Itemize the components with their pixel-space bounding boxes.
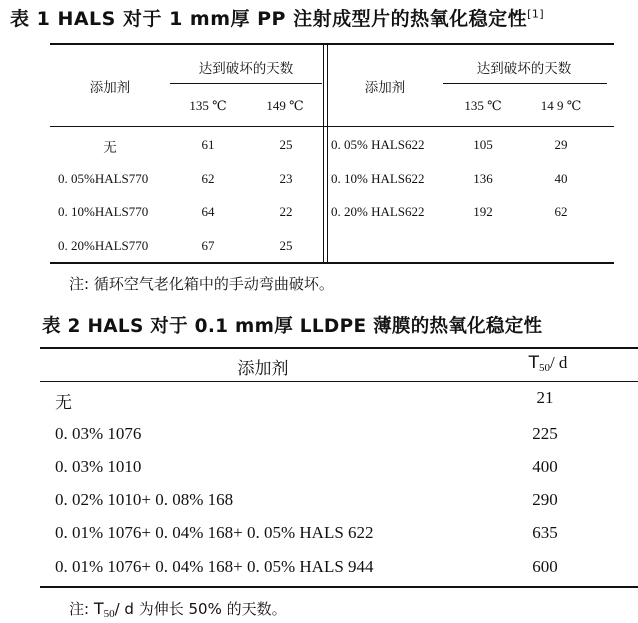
table2-col-t50	[529, 353, 568, 374]
table2-row-3-value: 290	[532, 490, 558, 509]
table1-col-days-right: 达到破坏的天数	[476, 61, 572, 77]
table1-top-rule	[50, 43, 614, 45]
table2-note-symbol: T	[93, 599, 104, 618]
table1-reference: [1]	[527, 7, 545, 21]
table1-left-row-1-additive: 0. 05%HALS770	[58, 171, 149, 186]
table1-right-row-2-additive: 0. 20% HALS622	[331, 204, 425, 219]
table1-note: 注: 循环空气老化箱中的手动弯曲破坏。	[69, 275, 334, 293]
table1-title	[10, 4, 544, 31]
table1-right-row-2-t135: 192	[473, 204, 493, 219]
table1-temp-135-right: 135 ℃	[464, 98, 502, 113]
table2-header-rule	[40, 381, 638, 382]
table1-left-row-0-t149: 25	[279, 137, 293, 152]
table1-right-row-0-t135: 105	[473, 137, 493, 152]
table2-note-prefix: 注:	[69, 600, 94, 618]
table1-left-row-3-additive: 0. 20%HALS770	[58, 238, 149, 253]
table2-note	[69, 598, 287, 620]
table1-temp-149-right: 14 9 ℃	[540, 98, 582, 113]
table1-divider-left	[323, 43, 324, 263]
table2-note-suffix: / d 为伸长 50% 的天数。	[114, 600, 287, 618]
table1-left-row-3-t135: 67	[201, 238, 215, 253]
table2-row-4-additive: 0. 01% 1076+ 0. 04% 168+ 0. 05% HALS 622	[55, 523, 374, 542]
table1-left-row-3-t149: 25	[279, 238, 293, 253]
table2-col-t-symbol: T	[528, 353, 539, 373]
table1-right-row-0-t149: 29	[554, 137, 568, 152]
table1-right-row-1-t149: 40	[554, 171, 568, 186]
table1-temp-135-left: 135 ℃	[189, 98, 227, 113]
table2-col-additive: 添加剂	[237, 359, 289, 379]
table1-left-row-0-additive: 无	[103, 140, 117, 156]
table2-row-2-additive: 0. 03% 1010	[55, 457, 142, 476]
table2-row-0-value: 21	[536, 388, 554, 407]
table1-col-days-left: 达到破坏的天数	[198, 61, 294, 77]
table2-row-5-value: 600	[532, 557, 558, 576]
table1-col-additive-right: 添加剂	[364, 80, 406, 96]
table1-title-text: 表 1 HALS 对于 1 mm厚 PP 注射成型片的热氧化稳定性	[10, 8, 528, 30]
table2-row-4-value: 635	[532, 523, 558, 542]
table1-left-sub-rule	[170, 83, 322, 84]
table1-left-row-2-t149: 22	[279, 204, 293, 219]
table1-left-row-1-t149: 23	[279, 171, 293, 186]
table1-bottom-rule	[50, 262, 614, 264]
table2-row-0-additive: 无	[55, 393, 72, 413]
table2-row-5-additive: 0. 01% 1076+ 0. 04% 168+ 0. 05% HALS 944	[55, 557, 374, 576]
table1-right-row-1-t135: 136	[473, 171, 493, 186]
table1-right-row-2-t149: 62	[554, 204, 568, 219]
table2-row-1-value: 225	[532, 424, 558, 443]
table2-top-rule	[40, 347, 638, 349]
table2-row-2-value: 400	[532, 457, 558, 476]
table1-col-additive-left: 添加剂	[89, 80, 131, 96]
table1-header-rule	[50, 126, 614, 127]
table1-right-sub-rule	[443, 83, 607, 84]
table1-left-row-2-additive: 0. 10%HALS770	[58, 204, 149, 219]
table2-col-t-sub: 50	[538, 362, 550, 374]
table2-row-1-additive: 0. 03% 1076	[55, 424, 142, 443]
table1-temp-149-left: 149 ℃	[266, 98, 304, 113]
table2-note-sub: 50	[103, 608, 115, 620]
table1-right-row-0-additive: 0. 05% HALS622	[331, 137, 425, 152]
table1-right-row-1-additive: 0. 10% HALS622	[331, 171, 425, 186]
table1-left-row-0-t135: 61	[201, 137, 215, 152]
table2-col-t-unit: / d	[549, 353, 568, 372]
table1-left-row-1-t135: 62	[201, 171, 215, 186]
table1-divider-right	[327, 43, 328, 263]
table2-title: 表 2 HALS 对于 0.1 mm厚 LLDPE 薄膜的热氧化稳定性	[42, 316, 543, 337]
table1-left-row-2-t135: 64	[201, 204, 215, 219]
table2-bottom-rule	[40, 586, 638, 588]
table2-row-3-additive: 0. 02% 1010+ 0. 08% 168	[55, 490, 234, 509]
